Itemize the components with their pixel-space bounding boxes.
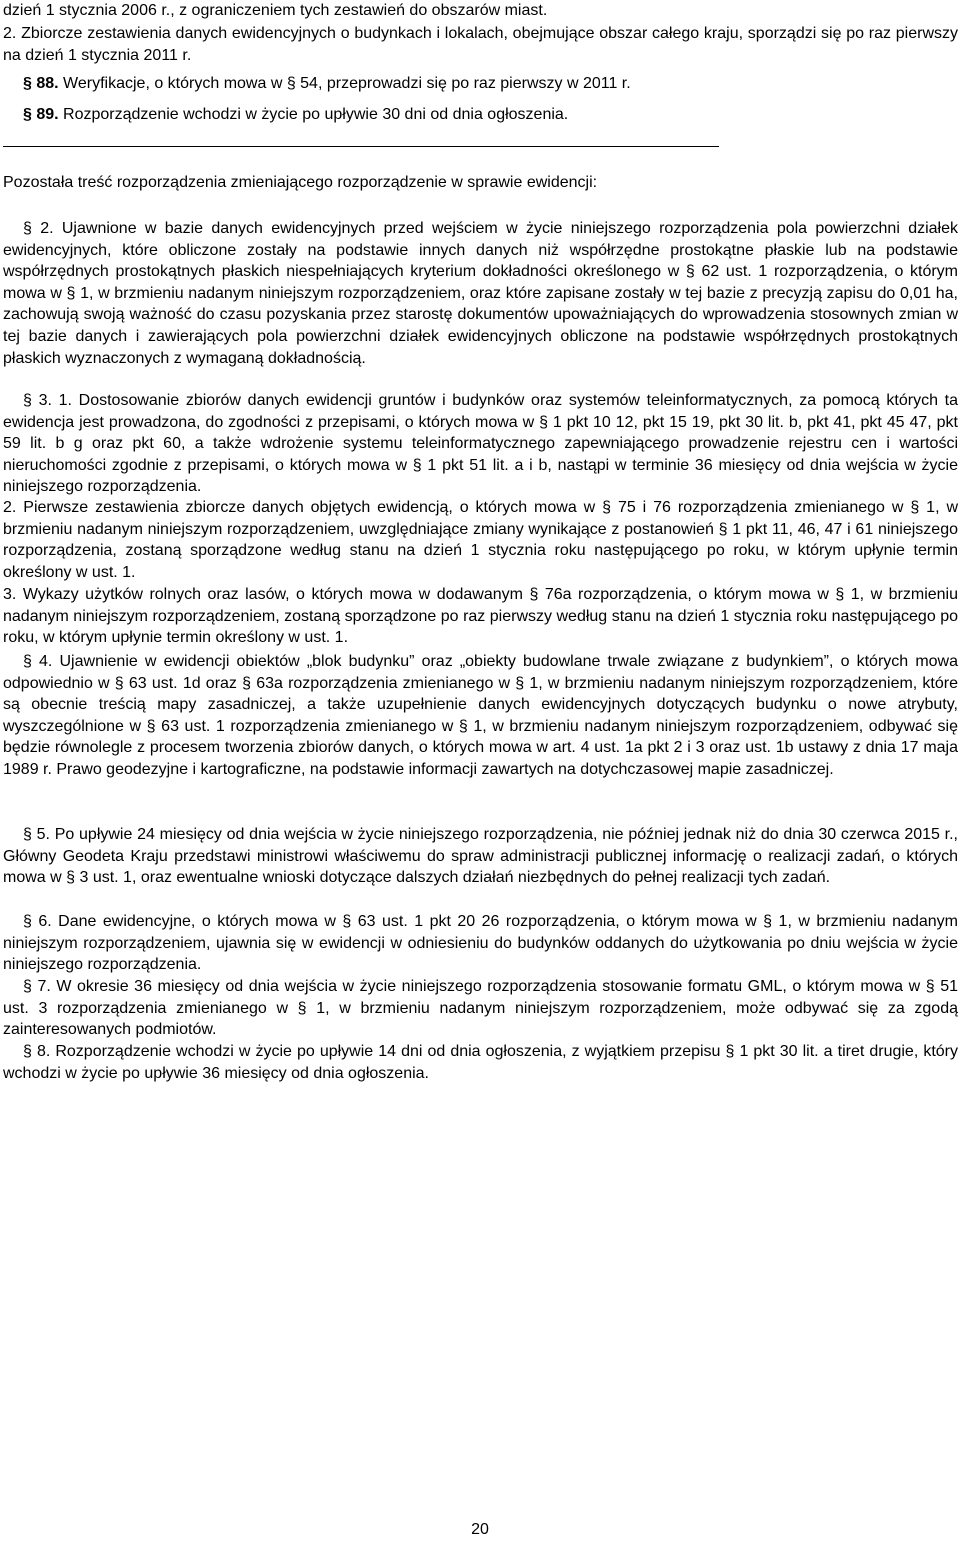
paragraph-8: § 8. Rozporządzenie wchodzi w życie po upływie 14 dni od dnia ogłoszenia, z wyjątkiem przepisu § 1 pkt 30 lit. a tiret drugie, który wchodzi w życie po upływie 36 miesięcy od dnia ogłoszenia.: [3, 1043, 958, 1082]
paragraph-6: § 6. Dane ewidencyjne, o których mowa w § 63 ust. 1 pkt 20 26 rozporządzenia, o którym mowa w § 1, w brzmieniu nadanym niniejszym rozporządzeniem, ujawnia się w ewidencji w odniesieniu do budynków oddanych do użytkowania po dniu wejścia w życie niniejszego rozporządzenia.: [3, 913, 958, 974]
paragraph-5: § 5. Po upływie 24 miesięcy od dnia wejścia w życie niniejszego rozporządzenia, nie później jednak niż do dnia 30 czerwca 2015 r., Główny Geodeta Kraju przedstawi ministrowi właściwemu do spraw administracji publicznej informację o realizacji zadań, o których mowa w § 3 ust. 1, oraz ewentualne wnioski dotyczące dalszych działań niezbędnych do pełnej realizacji tych zadań.: [3, 826, 958, 887]
paragraph-3-1: § 3. 1. Dostosowanie zbiorów danych ewidencji gruntów i budynków oraz systemów teleinformatycznych, za pomocą których ta ewidencja jest prowadzona, do zgodności z przepisami, o których mowa w § 1 pkt 10 12, pkt 15 19, pkt 30 lit. b, pkt 41, pkt 45 47, pkt 59 lit. b g oraz pkt 60, a także wdrożenie systemu teleinformatycznego zapewniającego prowadzenie rejestru cen i wartości nieruchomości zgodnie z przepisami, o których mowa w § 1 pkt 51 lit. a i b, nastąpi w terminie 36 miesięcy od dnia wejścia w życie niniejszego rozporządzenia.: [3, 392, 958, 496]
section-89: [3, 104, 958, 126]
paragraph-2-statistics: 2. Zbiorcze zestawienia danych ewidencyjnych o budynkach i lokalach, obejmujące obszar całego kraju, sporządzi się po raz pierwszy na dzień 1 stycznia 2011 r.: [3, 25, 958, 64]
paragraph-2: § 2. Ujawnione w bazie danych ewidencyjnych przed wejściem w życie niniejszego rozporządzenia pola powierzchni działek ewidencyjnych, które obliczone zostały na podstawie innych danych niż współrzędne prostokątne płaskie lub na podstawie współrzędnych prostokątnych płaskich niespełniających kryterium dokładności określonego w § 62 ust. 1 rozporządzenia, o którym mowa w § 1, w brzmieniu nadanym niniejszym rozporządzeniem, oraz które zapisane zostały w tej bazie z precyzją zapisu do 0,01 ha, zachowują swoją ważność do czasu pozyskania przez starostę dokumentów upoważniających do wprowadzenia stosownych zmian w tej bazie danych i zawierających pola powierzchni działek ewidencyjnych obliczone na podstawie współrzędnych prostokątnych płaskich wyznaczonych z wymaganą dokładnością.: [3, 220, 958, 367]
continuation-line: dzień 1 stycznia 2006 r., z ograniczeniem tych zestawień do obszarów miast.: [3, 2, 548, 19]
section-88-number: § 88.: [23, 75, 59, 92]
section-88-text: Weryfikacje, o których mowa w § 54, przeprowadzi się po raz pierwszy w 2011 r.: [63, 75, 631, 92]
section-89-text: Rozporządzenie wchodzi w życie po upływie 30 dni od dnia ogłoszenia.: [63, 106, 569, 123]
separator-line: [3, 146, 719, 147]
remaining-content-heading: Pozostała treść rozporządzenia zmieniającego rozporządzenie w sprawie ewidencji:: [3, 174, 598, 191]
paragraph-4: § 4. Ujawnienie w ewidencji obiektów „blok budynku” oraz „obiekty budowlane trwale związane z budynkiem”, o których mowa odpowiednio w § 63 ust. 1d oraz § 63a rozporządzenia zmienianego w § 1, w brzmieniu nadanym niniejszym rozporządzeniem, które są obecnie treścią mapy zasadniczej, a także uzupełnienie danych ewidencyjnych dotyczących budynku o nowe atrybuty, wyszczególnione w § 63 ust. 1 rozporządzenia zmienianego w § 1, w brzmieniu nadanym niniejszym rozporządzeniem, odbywać się będzie równolegle z procesem tworzenia zbiorów danych, o których mowa w art. 4 ust. 1a pkt 2 i 3 oraz ust. 1b ustawy z dnia 17 maja 1989 r. Prawo geodezyjne i kartograficzne, na podstawie informacji zawartych na dotychczasowej mapie zasadniczej.: [3, 653, 958, 778]
paragraph-3-3: 3. Wykazy użytków rolnych oraz lasów, o których mowa w dodawanym § 76a rozporządzenia, o którym mowa w § 1, w brzmieniu nadanym niniejszym rozporządzeniem, zostaną sporządzone po raz pierwszy według stanu na dzień 1 stycznia roku następującego po roku, w którym upłynie termin określony w ust. 1.: [3, 586, 958, 647]
paragraph-3-2: 2. Pierwsze zestawienia zbiorcze danych objętych ewidencją, o których mowa w § 75 i 76 rozporządzenia zmienianego w § 1, w brzmieniu nadanym niniejszym rozporządzeniem, uwzględniające zmiany wynikające z postanowień § 1 pkt 11, 46, 47 i 61 niniejszego rozporządzenia, zostaną sporządzone według stanu na dzień 1 stycznia roku następującego po roku, w którym upłynie termin określony w ust. 1.: [3, 499, 958, 581]
section-88: [3, 73, 958, 95]
page-number: 20: [471, 1521, 489, 1538]
paragraph-7: § 7. W okresie 36 miesięcy od dnia wejścia w życie niniejszego rozporządzenia stosowanie formatu GML, o którym mowa w § 51 ust. 3 rozporządzenia zmienianego w § 1, w brzmieniu nadanym niniejszym rozporządzeniem, może odbywać się za zgodą zainteresowanych podmiotów.: [3, 978, 958, 1039]
section-89-number: § 89.: [23, 106, 59, 123]
